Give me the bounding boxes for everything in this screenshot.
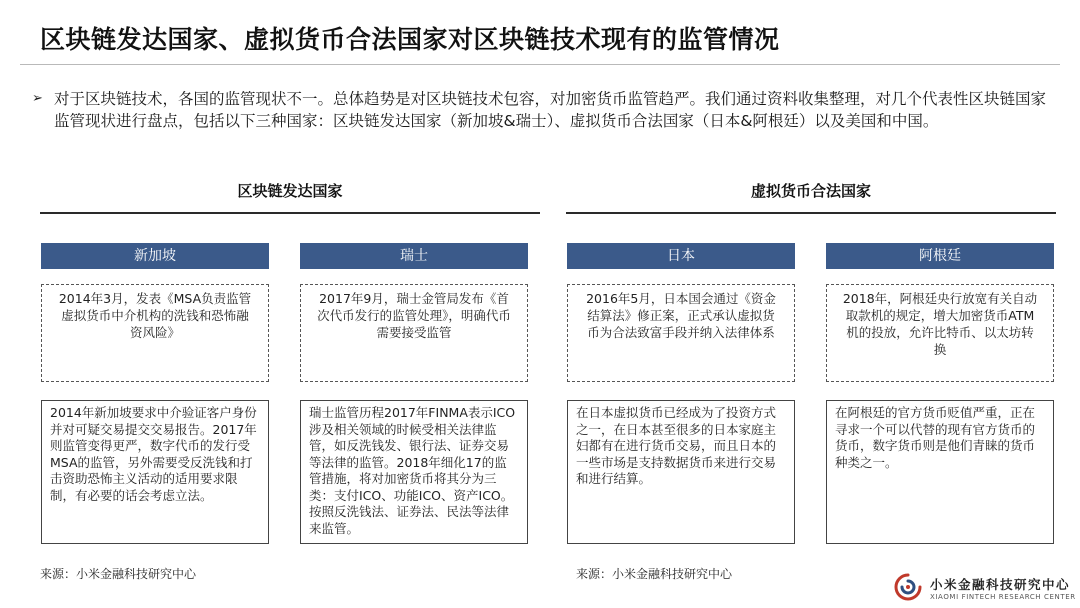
- detail-box-argentina: 在阿根廷的官方货币贬值严重，正在寻求一个可以代替的现有官方货币的货币，数字货币则是他们青睐的货币种类之一。: [826, 400, 1054, 544]
- country-header-japan: 日本: [567, 243, 795, 269]
- country-header-switzerland: 瑞士: [300, 243, 528, 269]
- detail-box-switzerland: 瑞士监管历程2017年FINMA表示ICO涉及相关领域的时候受相关法律监管，如反洗钱发、银行法、证券交易等法律的监管。2018年细化17的监管措施，将对加密货币将其分为三类：支付ICO、功能ICO、资产ICO。按照反洗钱法、证券法、民法等法律来监管。: [300, 400, 528, 544]
- group-heading-blockchain-developed: 区块链发达国家: [237, 182, 343, 200]
- group-divider-left: [40, 212, 540, 214]
- brand-name-en: XIAOMI FINTECH RESEARCH CENTER: [930, 593, 1076, 601]
- arrow-bullet-icon: ➢: [32, 91, 43, 106]
- title-divider: [20, 64, 1060, 65]
- intro-text: 对于区块链技术，各国的监管现状不一。总体趋势是对区块链技术包容，对加密货币监管趋严。我们通过资料收集整理，对几个代表性区块链国家监管现状进行盘点，包括以下三种国家：区块链发达国家（新加坡&瑞士）、虚拟货币合法国家（日本&阿根廷）以及美国和中国。: [54, 90, 1047, 130]
- detail-box-singapore: 2014年新加坡要求中介验证客户身份并对可疑交易提交交易报告。2017年则监管变得更严，数字代币的发行受MSA的监管，另外需要受反洗钱和打击资助恐怖主义活动的适用要求限制，有必要的话会考虑立法。: [41, 400, 269, 544]
- group-heading-crypto-legal: 虚拟货币合法国家: [750, 182, 871, 200]
- detail-box-japan: 在日本虚拟货币已经成为了投资方式之一，在日本甚至很多的日本家庭主妇都有在进行货币交易，而且日本的一些市场是支持数据货币来进行交易和进行结算。: [567, 400, 795, 544]
- event-box-singapore: 2014年3月，发表《MSA负责监管虚拟货币中介机构的洗钱和恐怖融资风险》: [41, 284, 269, 382]
- country-header-singapore: 新加坡: [41, 243, 269, 269]
- group-divider-right: [566, 212, 1056, 214]
- intro-paragraph: [32, 88, 1052, 132]
- source-note-right: 来源：小米金融科技研究中心: [576, 567, 733, 581]
- page-title: 区块链发达国家、虚拟货币合法国家对区块链技术现有的监管情况: [40, 25, 780, 54]
- country-header-argentina: 阿根廷: [826, 243, 1054, 269]
- source-note-left: 来源：小米金融科技研究中心: [40, 567, 197, 581]
- event-box-japan: 2016年5月，日本国会通过《资金结算法》修正案，正式承认虚拟货币为合法致富手段并纳入法律体系: [567, 284, 795, 382]
- brand-name-cn: 小米金融科技研究中心: [930, 577, 1071, 592]
- event-box-argentina: 2018年，阿根廷央行放宽有关自动取款机的规定，增大加密货币ATM机的投放，允许比特币、以太坊转换: [826, 284, 1054, 382]
- event-box-switzerland: 2017年9月，瑞士金管局发布《首次代币发行的监管处理》，明确代币需要接受监管: [300, 284, 528, 382]
- xiaomi-fintech-logo-icon: [893, 572, 923, 602]
